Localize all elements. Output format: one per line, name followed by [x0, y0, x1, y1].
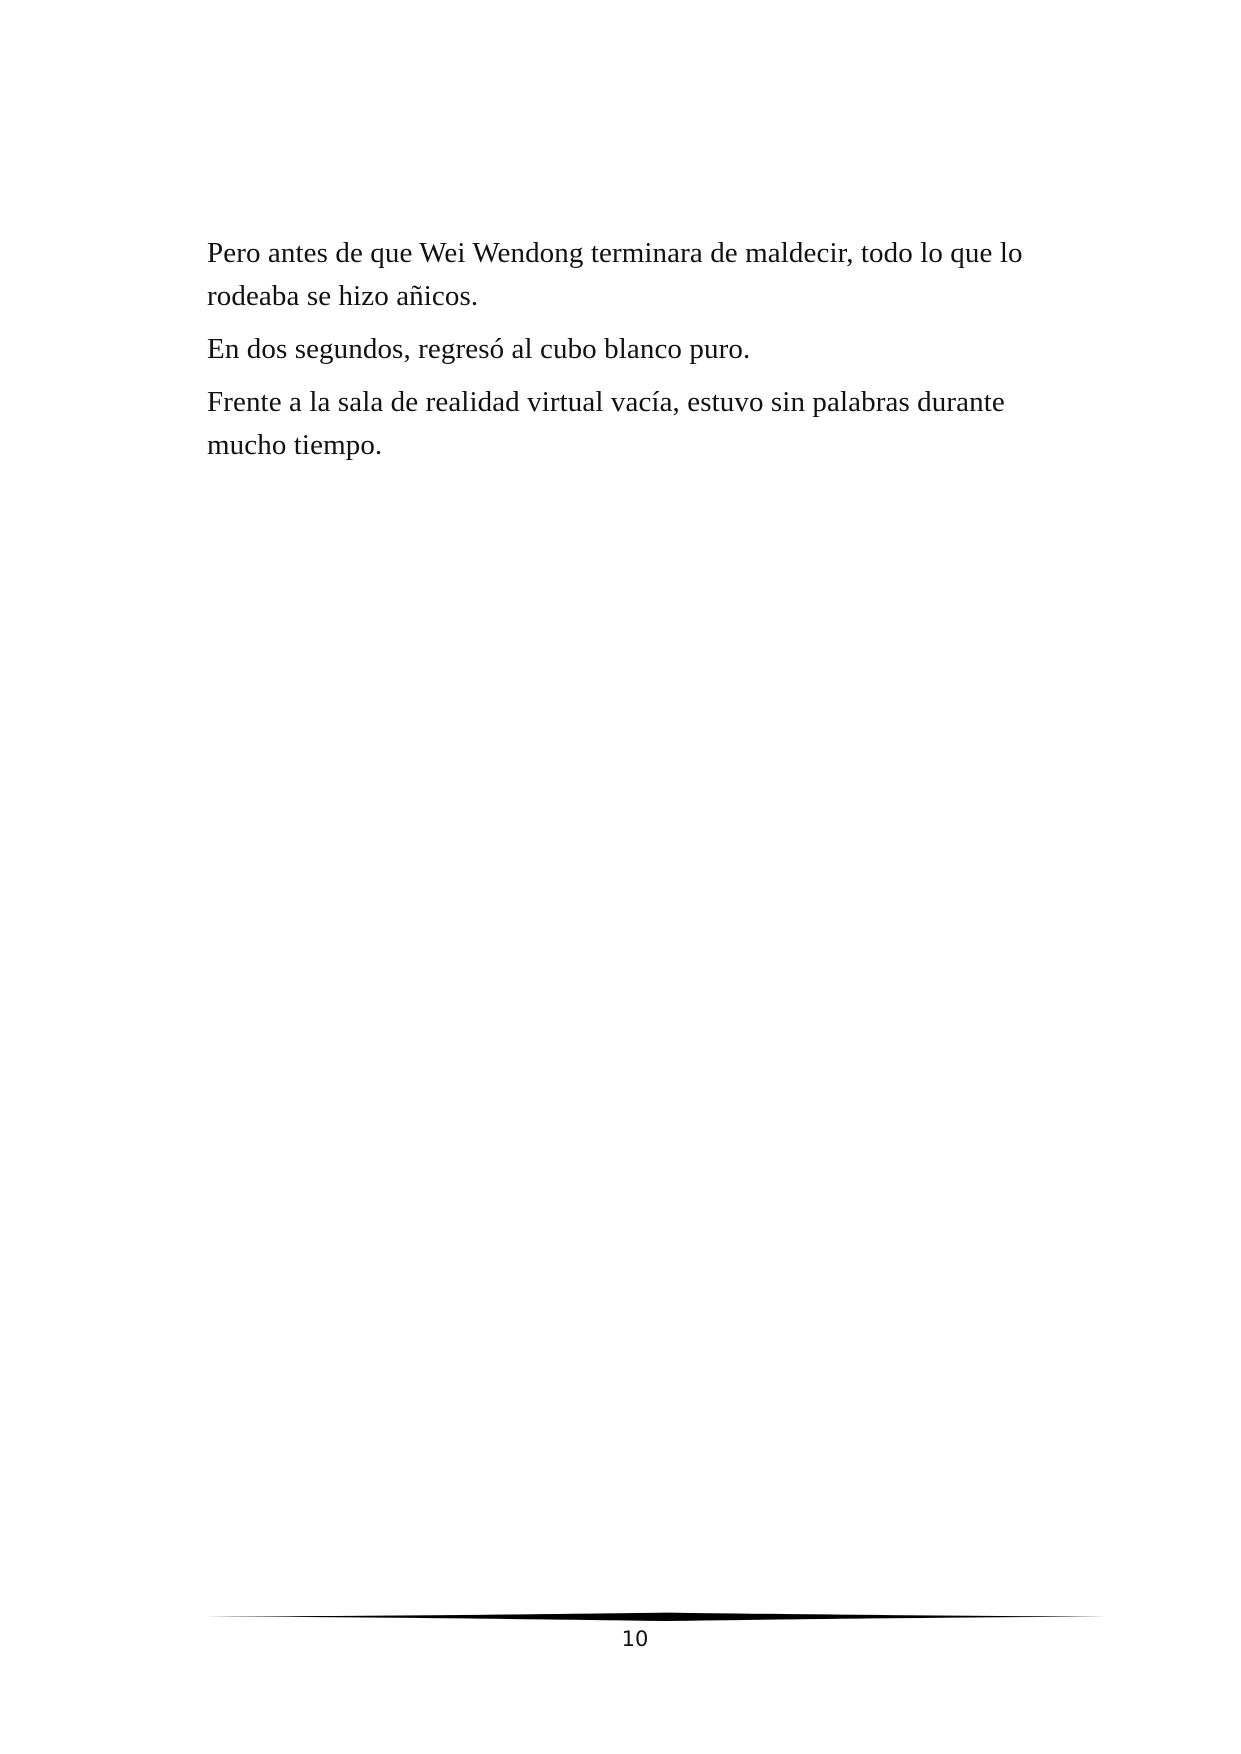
paragraph-3: Frente a la sala de realidad virtual vacía, estuvo sin palabras durante mucho tiempo. [207, 386, 1005, 461]
paragraph-2: En dos segundos, regresó al cubo blanco puro. [207, 333, 751, 365]
paragraph-1: Pero antes de que Wei Wendong terminara de maldecir, todo lo que lo rodeaba se hizo añicos. [207, 237, 1023, 312]
body-text [207, 232, 1047, 477]
footer-divider [206, 1611, 1106, 1623]
page-number: 10 [621, 1627, 649, 1651]
